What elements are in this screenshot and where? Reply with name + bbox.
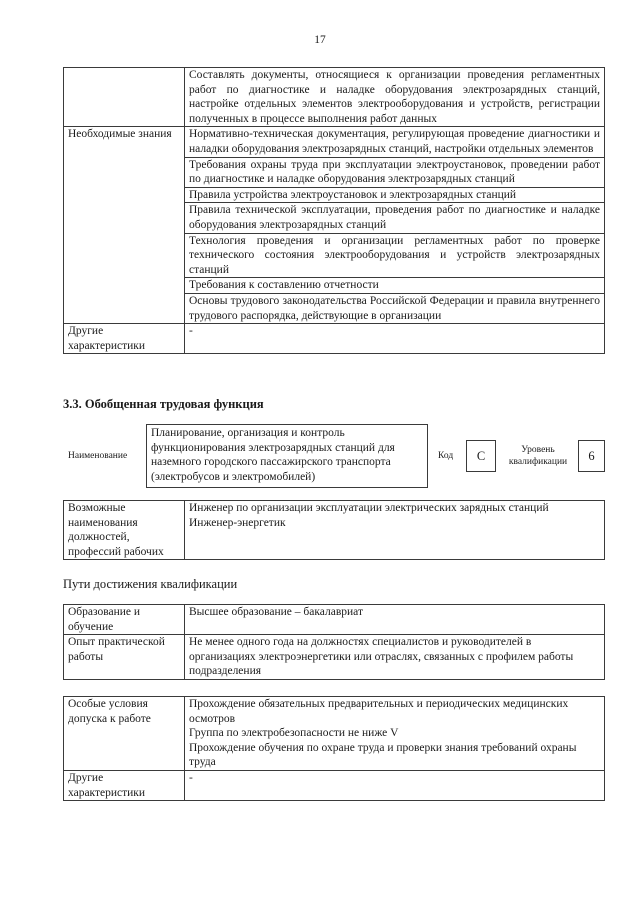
- level-value: 6: [578, 440, 605, 472]
- paths-title: Пути достижения квалификации: [63, 577, 238, 591]
- level-label: Уровень квалификации: [508, 445, 568, 467]
- condition-line: Прохождение обучения по охране труда и проверки знания требований охраны труда: [189, 741, 577, 769]
- education-table: [63, 604, 605, 680]
- experience-label: Опыт практической работы: [64, 635, 185, 680]
- education-label: Образование и обучение: [64, 605, 185, 635]
- empty-label-cell: [64, 68, 185, 127]
- positions-table: [63, 500, 605, 560]
- experience-value: Не менее одного года на должностях специалистов и руководителей в организациях электроэнергетики или отраслях, связанных с профилем работы подразделения: [185, 635, 605, 680]
- knowledge-item: Технология проведения и организации регламентных работ по проверке технического состояния электрооборудования и устройств электрозарядных станций: [185, 233, 605, 278]
- knowledge-item: Основы трудового законодательства Российской Федерации и правила внутреннего трудового распорядка, действующие в организации: [185, 293, 605, 323]
- knowledge-item: Требования к составлению отчетности: [185, 278, 605, 294]
- position-line: Инженер-энергетик: [189, 516, 286, 529]
- code-value: C: [466, 440, 496, 472]
- education-value: Высшее образование – бакалавриат: [185, 605, 605, 635]
- conditions-label: Особые условия допуска к работе: [64, 697, 185, 771]
- conditions-table: [63, 696, 605, 801]
- other-characteristics-value: -: [185, 324, 605, 354]
- knowledge-label: Необходимые знания: [64, 127, 185, 324]
- condition-line: Группа по электробезопасности не ниже V: [189, 727, 399, 740]
- knowledge-item: Правила технической эксплуатации, проведения работ по диагностике и наладке оборудования электрозарядных станций: [185, 203, 605, 233]
- knowledge-item: Нормативно-техническая документация, регулирующая проведение диагностики и наладки оборудования электрозарядных станций, настройки отдельных элементов: [185, 127, 605, 157]
- knowledge-item: Требования охраны труда при эксплуатации электроустановок, проведении работ по диагностике и наладке оборудования электрозарядных станций: [185, 157, 605, 187]
- conditions-cell: [185, 697, 605, 771]
- positions-cell: [185, 501, 605, 560]
- section-title: 3.3. Обобщенная трудовая функция: [63, 397, 264, 411]
- other-characteristics-label: Другие характеристики: [64, 770, 185, 800]
- name-label: Наименование: [68, 451, 128, 461]
- position-line: Инженер по организации эксплуатации электрических зарядных станций: [189, 502, 549, 514]
- skills-knowledge-table: [63, 67, 605, 354]
- other-characteristics-value: -: [185, 770, 605, 800]
- function-name-box: Планирование, организация и контроль функционирования электрозарядных станций для наземного городского пассажирского транспорта (электробусов и электромобилей): [146, 424, 428, 488]
- code-label: Код: [438, 451, 454, 461]
- positions-label: Возможные наименования должностей, профессий рабочих: [64, 501, 185, 560]
- condition-line: Прохождение обязательных предварительных и периодических медицинских осмотров: [189, 698, 569, 725]
- page-number: 17: [314, 34, 326, 46]
- skills-continuation-cell: Составлять документы, относящиеся к организации проведения регламентных работ по диагностике и наладке оборудования электрозарядных станций, настройке отдельных элементов электрооборудования и устройств, регистрации полученных в процессе выполнения работ данных: [185, 68, 605, 127]
- other-characteristics-label: Другие характеристики: [64, 324, 185, 354]
- knowledge-item: Правила устройства электроустановок и электрозарядных станций: [185, 187, 605, 203]
